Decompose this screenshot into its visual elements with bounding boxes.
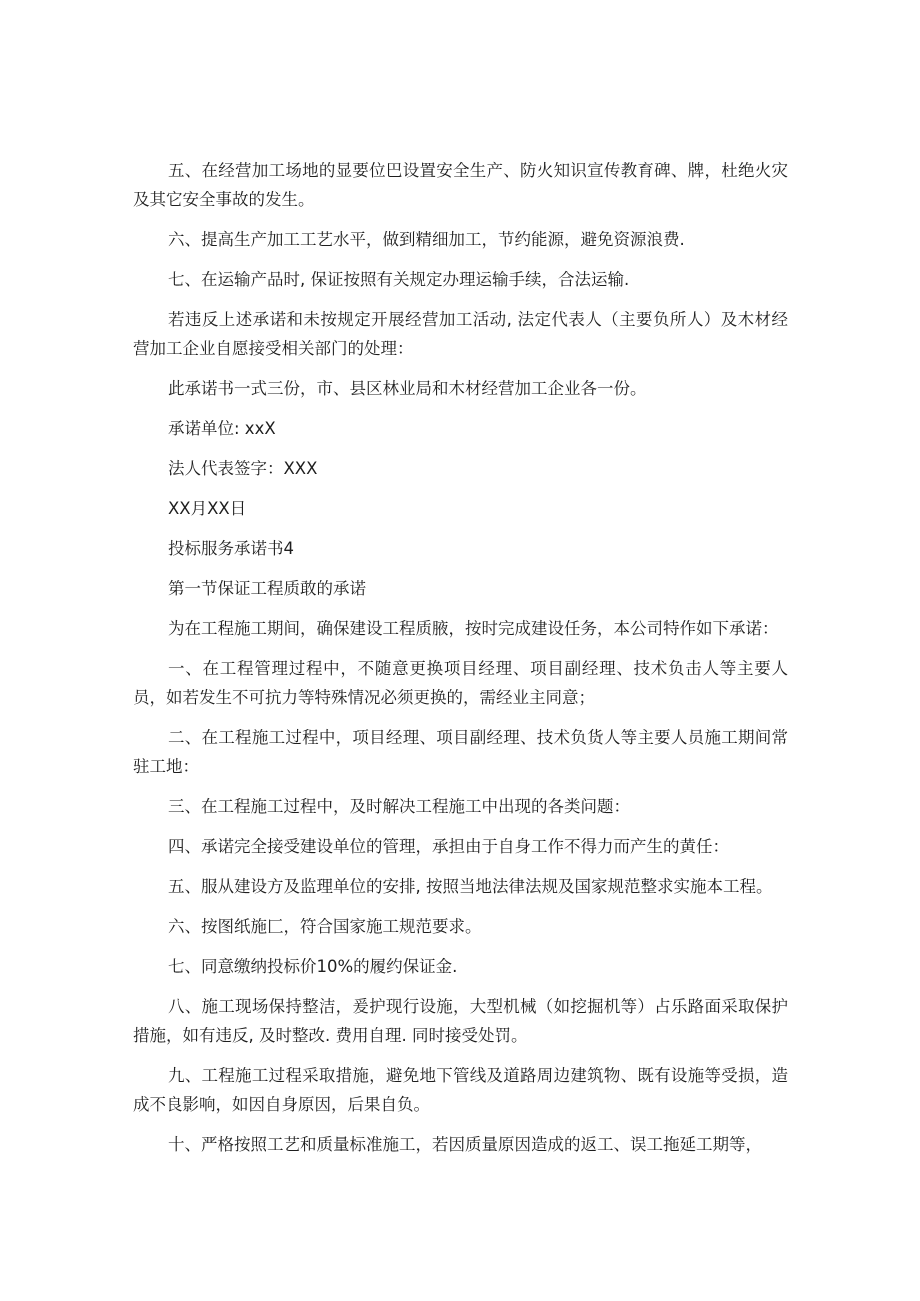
subsection-title: 第一节保证工程质敢的承诺: [168, 579, 366, 598]
paragraph-item-2: 二、在工程施工过程中，项目经理、项目副经理、技术负货人等主要人员施工期间常驻工地：: [133, 728, 788, 776]
document-body: [133, 156, 788, 1170]
paragraph-2: 六、提高生产加工工艺水平，做到精细加工，节约能源，避免资源浪费.: [168, 230, 685, 249]
paragraph-item-7: 七、同意缴纳投标价10%的履约保证金.: [168, 957, 458, 976]
paragraph-item-10: 十、严格按照工艺和质量标准施工，若因质量原因造成的返工、误工拖延工期等，: [168, 1135, 762, 1154]
paragraph-5: 此承诺书一式三份，市、县区林业局和木材经营加工企业各一份。: [168, 379, 647, 398]
paragraph-item-9: 九、工程施工过程采取措施，避免地下管线及道路周边建筑物、既有设施等受损，造成不良影响，如因自身原因，后果自负。: [133, 1066, 788, 1114]
paragraph-item-6: 六、按图纸施匚，符合国家施工规范要求。: [168, 917, 482, 936]
paragraph-1: 五、在经营加工场地的显要位巴设置安全生产、防火知识宣传教育碑、牌，杜绝火灾及其它安全事故的发生。: [133, 161, 788, 209]
paragraph-item-8: 八、施工现场保持整洁，爰护现行设施，大型机械（如挖掘机等）占乐路面采取保护措施，如有违反, 及时整改. 费用自理. 同时接受处罚。: [133, 997, 788, 1045]
paragraph-item-3: 三、在工程施工过程中，及时解决工程施工中出现的各类问题：: [168, 797, 630, 816]
paragraph-4: 若违反上述承诺和未按规定开展经营加工活动, 法定代表人（主要负所人）及木材经营加工企业自愿接受相关部门的处理：: [133, 310, 788, 358]
signing-unit: 承诺单位: xxX: [168, 419, 276, 438]
legal-rep-signature: 法人代表签字：XXX: [168, 459, 318, 478]
paragraph-item-1: 一、在工程管理过程中，不随意更换项目经理、项目副经理、技术负击人等主要人员，如若发生不可抗力等特殊情况必须更换的，需经业主同意；: [133, 659, 788, 707]
paragraph-3: 七、在运输产品时, 保证按照有关规定办理运输手续，合法运输.: [168, 270, 630, 289]
paragraph-intro: 为在工程施工期间，确保建设工程质腋，按时完成建设任务，本公司特作如下承诺：: [168, 619, 779, 638]
section-title: 投标服务承诺书4: [168, 539, 294, 558]
date-line: XX月XX日: [168, 499, 247, 518]
paragraph-item-5: 五、服从建设方及监理单位的安排, 按照当地法律法规及国家规范整求实施本工程。: [168, 877, 773, 896]
paragraph-item-4: 四、承诺完全接受建设单位的管理，承担由于自身工作不得力而产生的黄任：: [168, 837, 729, 856]
